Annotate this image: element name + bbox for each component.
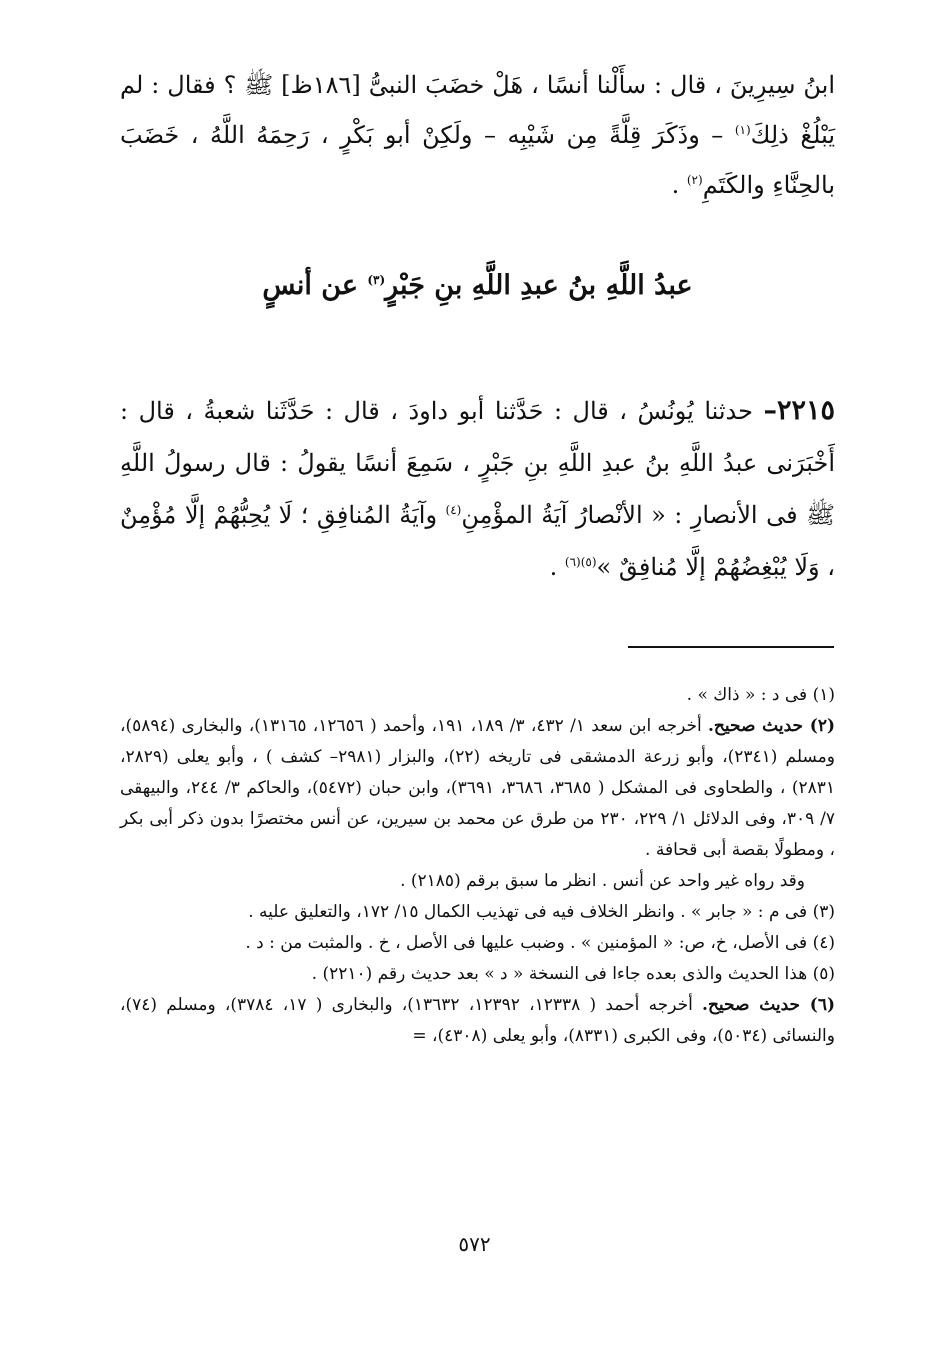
- section-heading-text: عبدُ اللَّهِ بنُ عبدِ اللَّهِ بنِ جَبْرٍ: [385, 270, 693, 301]
- footnote-6: [120, 990, 835, 1052]
- top-paragraph-end: .: [671, 171, 687, 199]
- top-paragraph: [120, 60, 835, 210]
- footnotes: [120, 680, 835, 1052]
- hadith-text-2: وآيَةُ المُنافِقِ ؛ لَا يُحِبُّهُمْ إلَّا مُؤْمِنٌ ، وَلَا يُبْغِضُهُمْ إلَّا مُنافِقٌ »: [120, 501, 835, 581]
- section-heading: [120, 270, 835, 301]
- section-heading-text-2: عن أنسٍ: [262, 270, 368, 301]
- footnote-ref-5-6[interactable]: (٥)(٦): [564, 555, 597, 569]
- footnote-6-text: أخرجه أحمد ( ١٢٣٣٨، ١٢٣٩٢، ١٣٦٣٢)، والبخارى ( ١٧، ٣٧٨٤)، ومسلم (٧٤)، والنسائى (٥٠٣٤)، وفى الكبرى (٨٣٣١)، وأبو يعلى (٤٣٠٨)، =: [120, 995, 835, 1046]
- footnote-ref-2[interactable]: (٢): [686, 173, 703, 187]
- hadith-paragraph: [120, 385, 835, 593]
- footnote-2-label: (٢) حديث صحيح.: [707, 716, 836, 736]
- footnote-2-text: أخرجه ابن سعد ١/ ٤٣٢، ٣/ ١٨٩، ١٩١، وأحمد ( ١٢٦٥٦، ١٣١٦٥)، والبخارى (٥٨٩٤)، ومسلم (٢٣٤١)، وأبو زرعة الدمشقى فى تاريخه (٢٢)، والبزار (٢٩٨١– كشف ) ، وأبو يعلى (٢٨٢٩، ٢٨٣١) ، والطحاوى فى المشكل ( ٣٦٨٥، ٣٦٨٦، ٣٦٩١)، وابن حبان (٥٤٧٢)، والحاكم ٣/ ٢٤٤، والبيهقى ٧/ ٣٠٩، وفى الدلائل ١/ ٢٢٩، ٢٣٠ من طرق عن محمد بن سيرين، عن أنس مختصرًا بدون ذكر أبى بكر ، ومطولًا بقصة أبى قحافة .: [120, 716, 836, 860]
- hadith-text-1: حدثنا يُونُسُ ، قال : حَدَّثنا أبو داودَ ، قال : حَدَّثَنا شعبةُ ، قال : أَخْبَرَنى عبدُ اللَّهِ بنُ عبدِ اللَّهِ بنِ جَبْرٍ ، سَمِعَ أنسًا يقولُ : قال رسولُ اللَّهِ ﷺ فى الأنصارِ : « الأنْصارُ آيَةُ المؤْمِنِ: [120, 397, 836, 529]
- footnote-2-extra: وقد رواه غير واحد عن أنس . انظر ما سبق برقم (٢١٨٥) .: [400, 871, 805, 891]
- hadith-end: .: [549, 553, 565, 581]
- top-paragraph-text: ابنُ سِيرِينَ ، قال : سأَلْنا أنسًا ، هَلْ خضَبَ النبىُّ [١٨٦ظ] ﷺ ؟ فقال : لم يَبْلُغْ ذلِكَ: [120, 71, 836, 149]
- page-number: ٥٧٢: [458, 1232, 491, 1256]
- footnote-5: (٥) هذا الحديث والذى بعده جاءا فى النسخة « د » بعد حديث رقم (٢٢١٠) .: [311, 964, 835, 984]
- footnote-ref-4[interactable]: (٤): [445, 503, 462, 517]
- footnote-4: (٤) فى الأصل، خ، ص: « المؤمنين » . وضبب عليها فى الأصل ، خ . والمثبت من : د .: [245, 933, 835, 953]
- footnote-2: [120, 711, 835, 866]
- footnote-ref-3[interactable]: (٣): [367, 273, 386, 287]
- footnote-6-label: (٦) حديث صحيح.: [702, 995, 836, 1015]
- top-paragraph-text-2: – وذَكَرَ قِلَّةً مِن شَيْبِه – ولَكِنْ أبو بَكْرٍ ، رَحِمَهُ اللَّهُ ، خَضَبَ بالحِنَّاءِ والكَتَمِ: [120, 121, 835, 199]
- footnote-ref-1[interactable]: (١): [734, 123, 751, 137]
- footnote-1: (١) فى د : « ذاك » .: [686, 685, 835, 705]
- footnote-3: (٣) فى م : « جابر » . وانظر الخلاف فيه فى تهذيب الكمال ١٥/ ١٧٢، والتعليق عليه .: [248, 902, 835, 922]
- hadith-number: ٢٢١٥–: [763, 395, 835, 426]
- footnote-divider: [628, 646, 834, 648]
